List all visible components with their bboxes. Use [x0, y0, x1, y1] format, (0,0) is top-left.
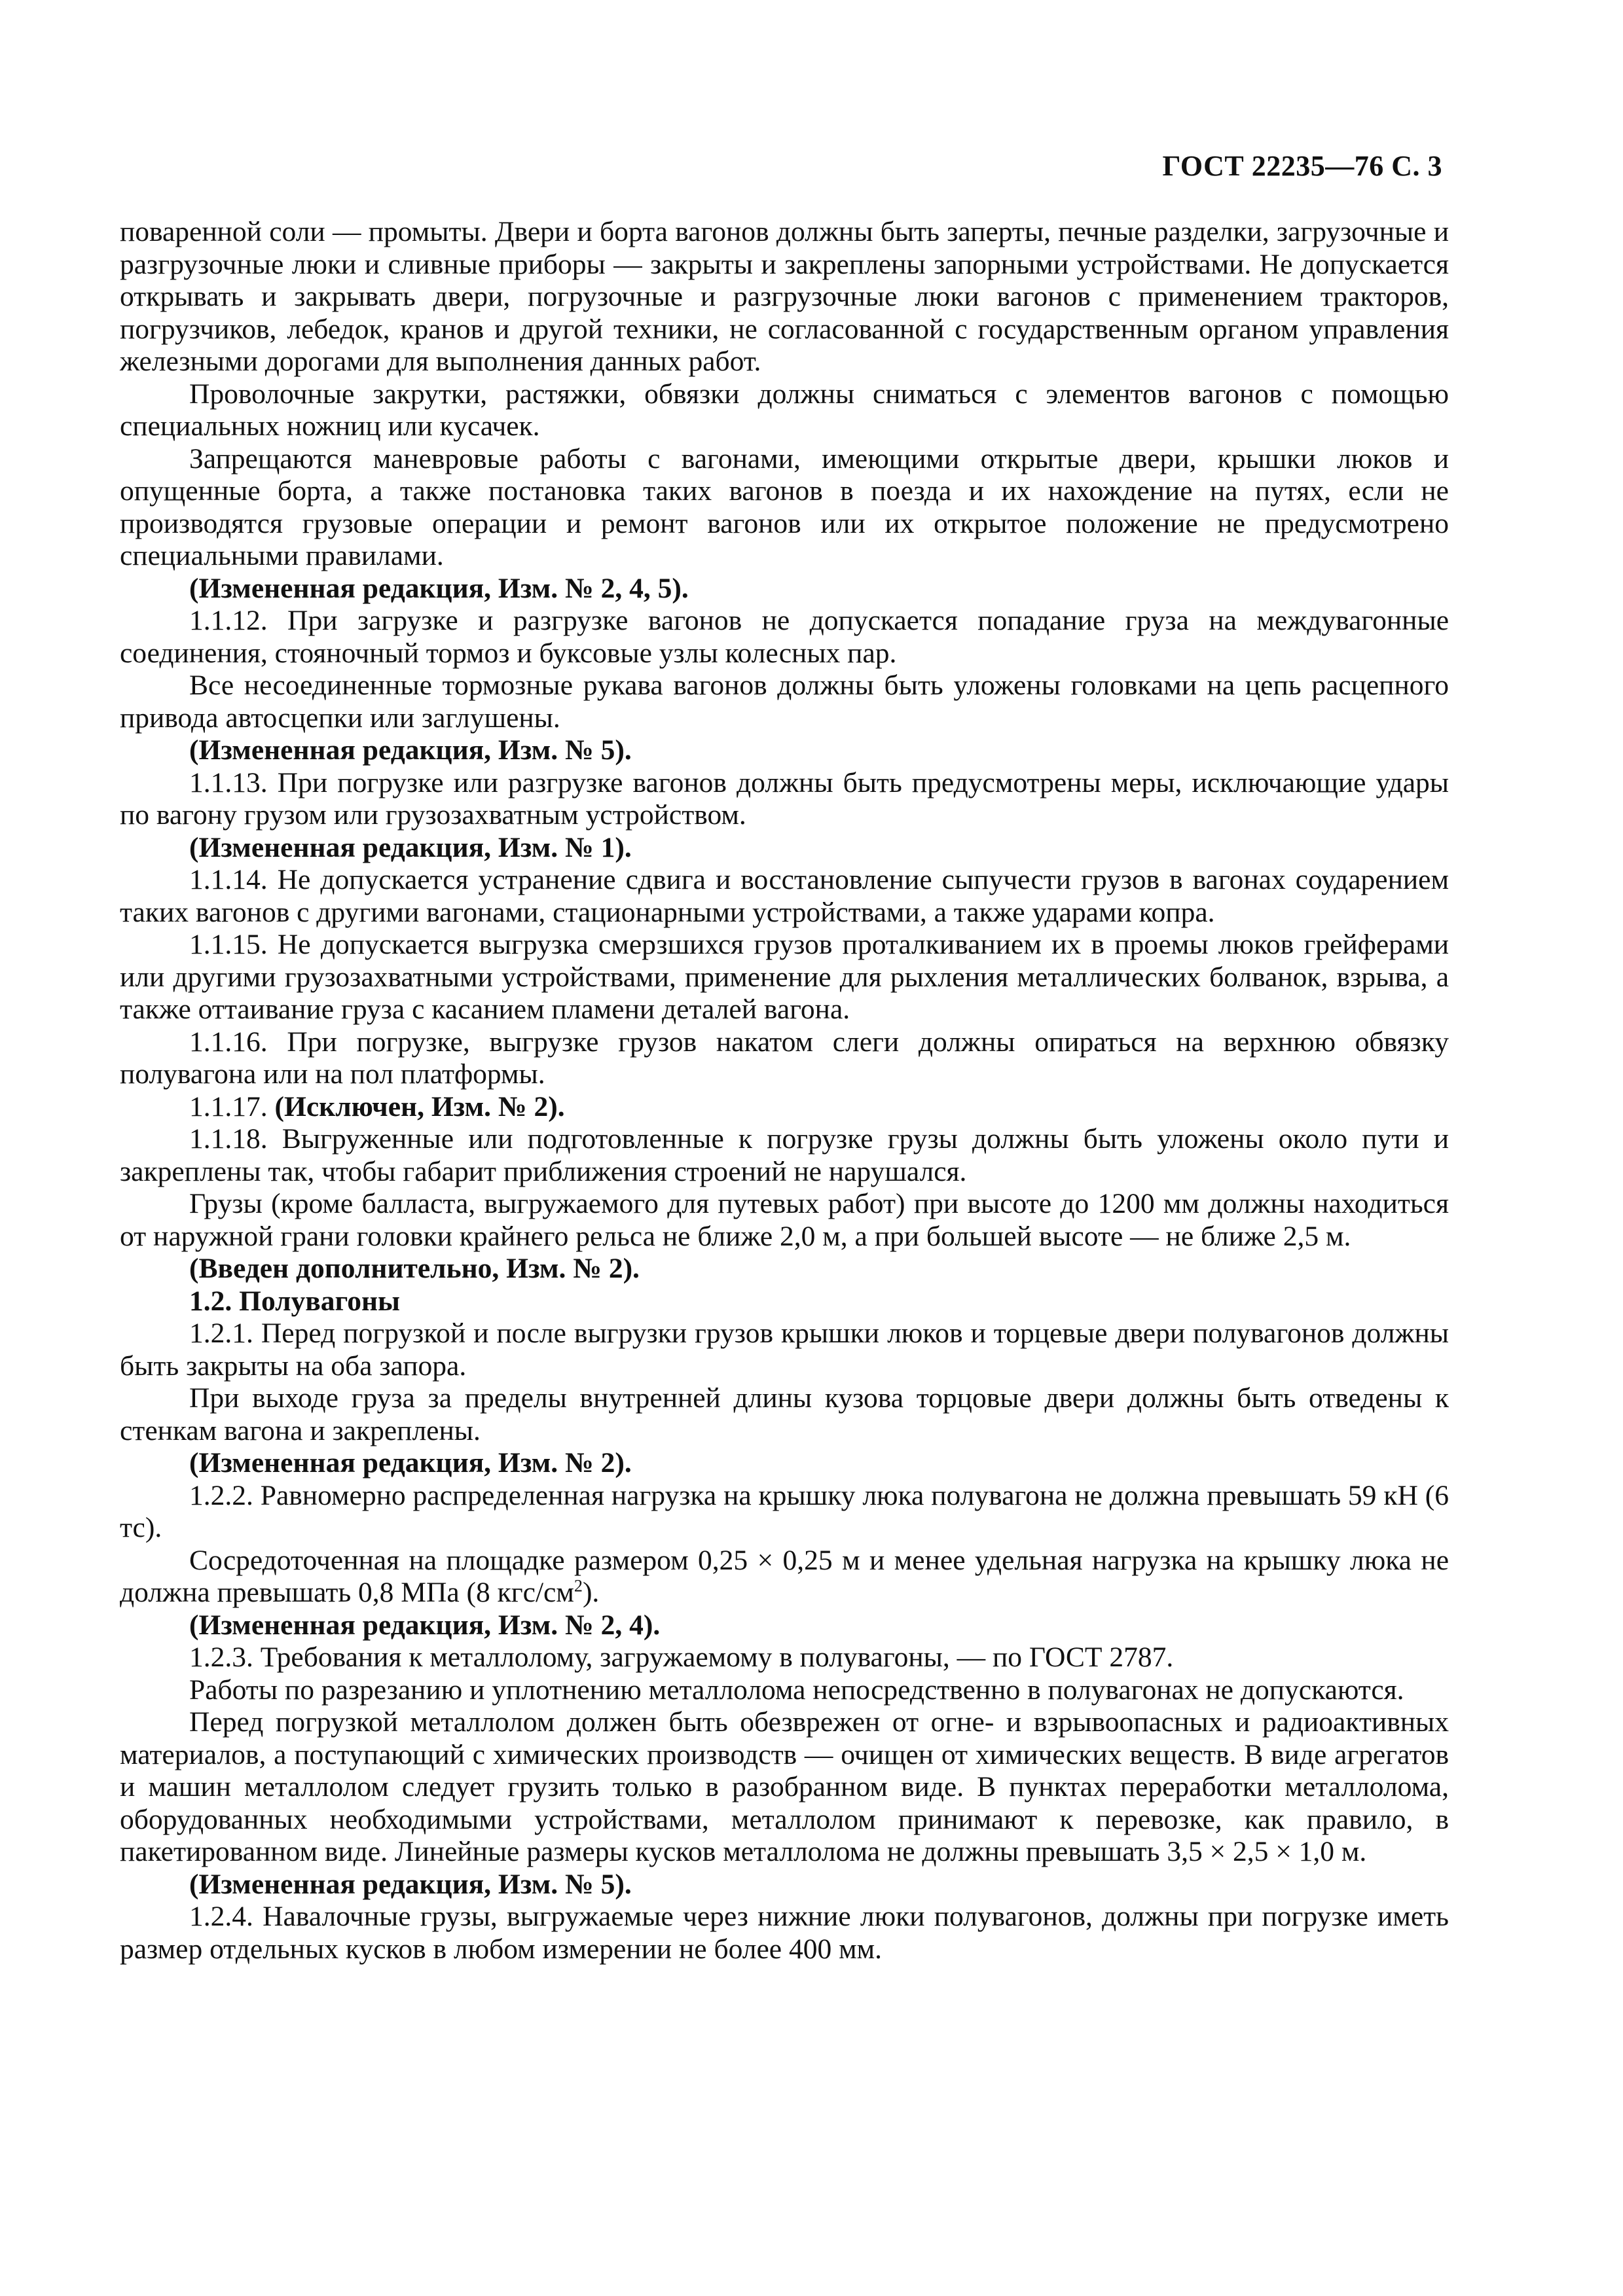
amendment-note: (Измененная редакция, Изм. № 2, 4, 5).	[189, 572, 689, 604]
paragraph: Грузы (кроме балласта, выгружаемого для путевых работ) при высоте до 1200 мм должны находиться от наружной грани головки крайнего рельса не ближе 2,0 м, а при большей высоте — не ближе 2,5 м.	[120, 1188, 1449, 1252]
superscript: 2	[574, 1576, 583, 1596]
amendment-note: (Измененная редакция, Изм. № 5).	[189, 734, 632, 766]
paragraph: При выходе груза за пределы внутренней длины кузова торцовые двери должны быть отведены к стенкам вагона и закреплены.	[120, 1382, 1449, 1446]
amendment-note: 1.2. Полувагоны	[189, 1285, 400, 1317]
paragraph: поваренной соли — промыты. Двери и борта вагонов должны быть заперты, печные разделки, загрузочные и разгрузочные люки и сливные приборы — закрыты и закреплены запорными устройствами. Не допускается открывать и закрывать двери, погрузочные и разгрузочные люки вагонов с применением тракторов, погрузчиков, лебедок, кранов и другой техники, не согласованной с государственным органом управления железными дорогами для выполнения данных работ.	[120, 216, 1449, 377]
amendment-note: (Измененная редакция, Изм. № 5).	[189, 1868, 632, 1900]
amendment-note: (Измененная редакция, Изм. № 2).	[189, 1447, 632, 1479]
paragraph: Все несоединенные тормозные рукава вагонов должны быть уложены головками на цепь расцепного привода автосцепки или заглушены.	[120, 670, 1449, 734]
paragraph: 1.1.12. При загрузке и разгрузке вагонов не допускается попадание груза на междувагонные соединения, стояночный тормоз и буксовые узлы колесных пар.	[120, 605, 1449, 669]
amendment-note: (Измененная редакция, Изм. № 2, 4).	[189, 1609, 661, 1641]
paragraph: 1.1.17. (Исключен, Изм. № 2).	[189, 1090, 565, 1122]
paragraph: Перед погрузкой металлолом должен быть обезврежен от огне- и взрывоопасных и радиоактивных материалов, а поступающий с химических производств — очищен от химических веществ. В виде агрегатов и машин металлолом следует грузить только в разобранном виде. В пунктах переработки металлолома, оборудованных необходимыми устройствами, металлолом принимают к перевозке, как правило, в пакетированном виде. Линейные размеры кусков металлолома не должны превышать 3,5 × 2,5 × 1,0 м.	[120, 1706, 1449, 1867]
paragraph: 1.2.3. Требования к металлолому, загружаемому в полувагоны, — по ГОСТ 2787.	[189, 1641, 1174, 1673]
paragraph: 1.1.15. Не допускается выгрузка смерзшихся грузов проталкиванием их в проемы люков грейферами или другими грузозахватными устройствами, применение для рыхления металлических болванок, взрыва, а также оттаивание груза с касанием пламени деталей вагона.	[120, 929, 1449, 1025]
paragraph: 1.1.14. Не допускается устранение сдвига и восстановление сыпучести грузов в вагонах соударением таких вагонов с другими вагонами, стационарными устройствами, а также ударами копра.	[120, 864, 1449, 928]
document-body	[120, 216, 1449, 1965]
paragraph: 1.2.4. Навалочные грузы, выгружаемые через нижние люки полувагонов, должны при погрузке иметь размер отдельных кусков в любом измерении не более 400 мм.	[120, 1901, 1449, 1965]
paragraph: 1.1.18. Выгруженные или подготовленные к погрузке грузы должны быть уложены около пути и закреплены так, чтобы габарит приближения строений не нарушался.	[120, 1123, 1449, 1187]
paragraph: Запрещаются маневровые работы с вагонами, имеющими открытые двери, крышки люков и опущенные борта, а также постановка таких вагонов в поезда и их нахождение на путях, если не производятся грузовые операции и ремонт вагонов или их открытое положение не предусмотрено специальными правилами.	[120, 442, 1449, 571]
paragraph: Сосредоточенная на площадке размером 0,25 × 0,25 м и менее удельная нагрузка на крышку люка не должна превышать 0,8 МПа (8 кгс/$см^2$).	[120, 1544, 1449, 1608]
paragraph: 1.1.13. При погрузке или разгрузке вагонов должны быть предусмотрены меры, исключающие удары по вагону грузом или грузозахватным устройством.	[120, 766, 1449, 831]
paragraph: Работы по разрезанию и уплотнению металлолома непосредственно в полувагонах не допускаются.	[189, 1674, 1404, 1706]
paragraph: 1.2.2. Равномерно распределенная нагрузка на крышку люка полувагона не должна превышать 59 кН (6 тс).	[120, 1479, 1449, 1543]
paragraph: 1.2.1. Перед погрузкой и после выгрузки грузов крышки люков и торцевые двери полувагонов должны быть закрыты на оба запора.	[120, 1318, 1449, 1382]
paragraph: Проволочные закрутки, растяжки, обвязки должны сниматься с элементов вагонов с помощью специальных ножниц или кусачек.	[120, 378, 1449, 442]
amendment-note: (Исключен, Изм. № 2).	[274, 1090, 565, 1122]
page-header: ГОСТ 22235—76 С. 3	[1162, 150, 1442, 182]
amendment-note: (Измененная редакция, Изм. № 1).	[189, 831, 632, 863]
amendment-note: (Введен дополнительно, Изм. № 2).	[189, 1253, 640, 1284]
paragraph: 1.1.16. При погрузке, выгрузке грузов накатом слеги должны опираться на верхнюю обвязку полувагона или на пол платформы.	[120, 1026, 1449, 1090]
